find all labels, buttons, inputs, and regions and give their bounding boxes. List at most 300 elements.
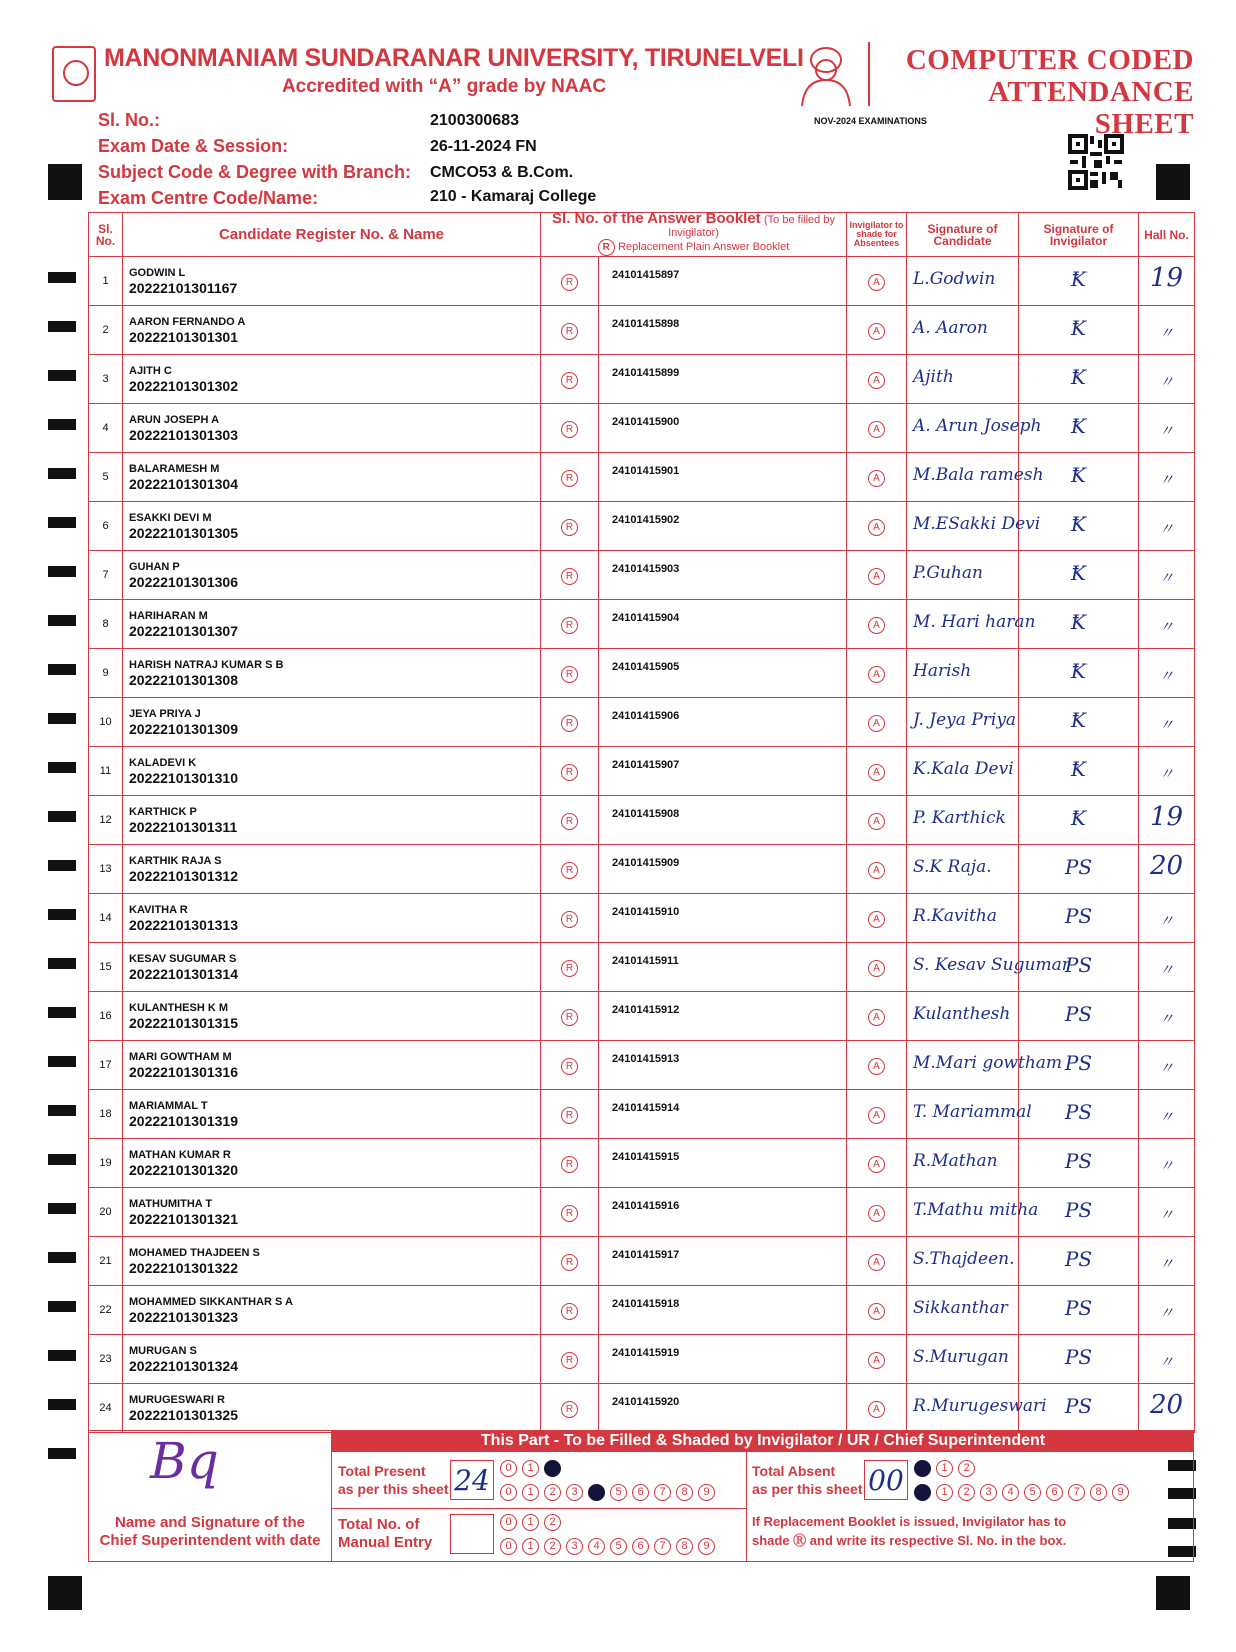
candidate-register-no: 20222101301311	[129, 819, 238, 835]
row-booklet	[599, 1188, 847, 1237]
row-hall	[1139, 1188, 1195, 1237]
row-sl: 7	[89, 551, 123, 600]
row-absent	[847, 1384, 907, 1433]
booklet-number: 24101415911	[612, 955, 679, 967]
replacement-bubble[interactable]: R	[561, 470, 578, 487]
row-candidate	[123, 453, 541, 502]
total-present-box[interactable]: 24	[450, 1460, 494, 1500]
row-sl: 4	[89, 404, 123, 453]
hall-number: 〃	[1158, 618, 1174, 636]
digit-bubble[interactable]: 3	[980, 1484, 997, 1501]
absent-bubble[interactable]: A	[868, 1254, 885, 1271]
candidate-name: MURUGESWARI R	[129, 1394, 225, 1406]
timing-mark	[48, 272, 76, 283]
invigilator-signature: Ꝁ	[1071, 659, 1086, 683]
hall-number: 20	[1149, 851, 1184, 881]
candidate-register-no: 20222101301314	[129, 966, 239, 982]
replacement-bubble[interactable]: R	[561, 421, 578, 438]
replacement-bubble[interactable]: R	[561, 568, 578, 585]
candidate-name: HARISH NATRAJ KUMAR S B	[129, 659, 284, 671]
booklet-number: 24101415897	[612, 269, 680, 281]
invigilator-signature: Ꝁ	[1071, 806, 1086, 830]
total-present-tens-bubbles	[500, 1460, 561, 1477]
row-absent	[847, 992, 907, 1041]
booklet-number: 24101415900	[612, 416, 680, 428]
candidate-name: BALARAMESH M	[129, 463, 220, 475]
row-sl: 14	[89, 894, 123, 943]
table-row	[89, 992, 1195, 1041]
candidate-name: KULANTHESH K M	[129, 1002, 228, 1014]
digit-bubble[interactable]: 6	[632, 1538, 649, 1555]
digit-bubble[interactable]: 4	[588, 1538, 605, 1555]
digit-bubble[interactable]: 4	[1002, 1484, 1019, 1501]
candidate-register-no: 20222101301167	[129, 280, 238, 296]
centre-label: Exam Centre Code/Name:	[98, 188, 319, 208]
candidate-name: MOHAMMED SIKKANTHAR S A	[129, 1296, 293, 1308]
digit-bubble[interactable]: 3	[566, 1538, 583, 1555]
booklet-number: 24101415910	[612, 906, 680, 918]
absent-bubble[interactable]: A	[868, 617, 885, 634]
total-absent-units-bubbles	[914, 1484, 1129, 1501]
total-absent-label	[752, 1462, 863, 1498]
footer-divider	[332, 1508, 746, 1509]
hall-number: 〃	[1158, 471, 1174, 489]
replacement-bubble[interactable]: R	[561, 813, 578, 830]
candidate-name: MATHUMITHA T	[129, 1198, 213, 1210]
row-booklet	[599, 894, 847, 943]
header-divider	[868, 42, 870, 106]
total-present-units-bubbles	[500, 1484, 715, 1501]
candidate-name: MATHAN KUMAR R	[129, 1149, 231, 1161]
absent-bubble[interactable]: A	[868, 1107, 885, 1124]
row-absent	[847, 600, 907, 649]
row-invigilator-signature	[1019, 992, 1139, 1041]
replacement-bubble-icon: R	[598, 239, 615, 256]
row-replacement	[541, 306, 599, 355]
absent-bubble[interactable]: A	[868, 1352, 885, 1369]
booklet-number: 24101415919	[612, 1347, 680, 1359]
replacement-bubble[interactable]: R	[561, 1058, 578, 1075]
digit-bubble[interactable]: 1	[522, 1484, 539, 1501]
absent-bubble[interactable]: A	[868, 1009, 885, 1026]
row-candidate-signature	[907, 992, 1019, 1041]
row-replacement	[541, 992, 599, 1041]
candidate-signature: R.Mathan	[913, 1151, 998, 1171]
replacement-note-line-2: shade Ⓡ and write its respective Sl. No. in the box.	[752, 1533, 1067, 1548]
row-sl: 8	[89, 600, 123, 649]
digit-bubble[interactable]: 5	[1024, 1484, 1041, 1501]
table-row	[89, 1188, 1195, 1237]
digit-bubble[interactable]: 0	[500, 1538, 517, 1555]
row-booklet	[599, 649, 847, 698]
booklet-number: 24101415918	[612, 1298, 680, 1310]
row-replacement	[541, 1335, 599, 1384]
absent-bubble[interactable]: A	[868, 323, 885, 340]
digit-bubble[interactable]: 7	[1068, 1484, 1085, 1501]
manual-entry-label-1: Total No. of	[338, 1516, 420, 1533]
digit-bubble[interactable]: 0	[500, 1484, 517, 1501]
total-absent-box[interactable]: 00	[864, 1460, 908, 1500]
row-hall	[1139, 992, 1195, 1041]
replacement-bubble[interactable]: R	[561, 519, 578, 536]
row-sl: 3	[89, 355, 123, 404]
row-booklet	[599, 502, 847, 551]
total-absent-label-2: as per this sheet	[752, 1481, 863, 1497]
row-invigilator-signature	[1019, 894, 1139, 943]
hall-number: 〃	[1158, 716, 1174, 734]
table-row	[89, 1041, 1195, 1090]
total-absent-tens-bubbles	[914, 1460, 975, 1477]
row-booklet	[599, 698, 847, 747]
table-row	[89, 796, 1195, 845]
col-candidate: Candidate Register No. & Name	[123, 213, 541, 257]
row-candidate	[123, 894, 541, 943]
candidate-register-no: 20222101301320	[129, 1162, 239, 1178]
hall-number: 〃	[1158, 422, 1174, 440]
row-hall	[1139, 306, 1195, 355]
candidate-signature: R.Kavitha	[913, 906, 997, 926]
row-candidate-signature	[907, 1286, 1019, 1335]
replacement-bubble[interactable]: R	[561, 617, 578, 634]
digit-bubble[interactable]: 6	[1046, 1484, 1063, 1501]
registration-mark	[1156, 164, 1190, 200]
row-candidate	[123, 502, 541, 551]
row-absent	[847, 1335, 907, 1384]
booklet-number: 24101415902	[612, 514, 680, 526]
absent-bubble[interactable]: A	[868, 274, 885, 291]
col-inv-sig: Signature of Invigilator	[1019, 213, 1139, 257]
replacement-bubble[interactable]: R	[561, 1303, 578, 1320]
row-absent	[847, 943, 907, 992]
absent-bubble[interactable]: A	[868, 960, 885, 977]
hall-number: 〃	[1158, 1108, 1174, 1126]
invigilator-signature: PS	[1064, 1149, 1093, 1173]
absent-bubble[interactable]: A	[868, 715, 885, 732]
booklet-number: 24101415901	[612, 465, 680, 477]
row-replacement	[541, 796, 599, 845]
digit-bubble[interactable]: 7	[654, 1484, 671, 1501]
candidate-register-no: 20222101301305	[129, 525, 239, 541]
candidate-signature: L.Godwin	[913, 269, 996, 289]
digit-bubble[interactable]: 3	[566, 1484, 583, 1501]
candidate-name: KARTHIK RAJA S	[129, 855, 222, 867]
manual-entry-units-bubbles	[500, 1538, 715, 1555]
cs-label-line-1: Name and Signature of the	[114, 1514, 306, 1531]
replacement-bubble[interactable]: R	[561, 666, 578, 683]
row-booklet	[599, 551, 847, 600]
digit-bubble[interactable]: 0	[500, 1460, 517, 1477]
digit-bubble[interactable]: 1	[936, 1484, 953, 1501]
digit-bubble[interactable]: 4	[588, 1484, 605, 1501]
row-hall	[1139, 845, 1195, 894]
row-sl: 22	[89, 1286, 123, 1335]
row-booklet	[599, 1041, 847, 1090]
replacement-bubble[interactable]: R	[561, 1254, 578, 1271]
row-candidate	[123, 649, 541, 698]
row-replacement	[541, 943, 599, 992]
centre-value: 210 - Kamaraj College	[430, 188, 597, 205]
invigilator-signature: Ꝁ	[1071, 267, 1086, 291]
digit-bubble[interactable]: 9	[1112, 1484, 1129, 1501]
hall-number: 〃	[1158, 1206, 1174, 1224]
row-candidate	[123, 257, 541, 306]
digit-bubble[interactable]: 0	[914, 1484, 931, 1501]
candidate-register-no: 20222101301310	[129, 770, 239, 786]
absent-bubble[interactable]: A	[868, 372, 885, 389]
row-hall	[1139, 404, 1195, 453]
candidate-name: ARUN JOSEPH A	[129, 414, 220, 426]
row-invigilator-signature	[1019, 1090, 1139, 1139]
absent-bubble[interactable]: A	[868, 1303, 885, 1320]
manual-entry-box[interactable]	[450, 1514, 494, 1554]
timing-mark	[48, 419, 76, 430]
candidate-register-no: 20222101301308	[129, 672, 239, 688]
row-absent	[847, 1139, 907, 1188]
row-sl: 13	[89, 845, 123, 894]
col-cand-sig: Signature of Candidate	[907, 213, 1019, 257]
candidate-register-no: 20222101301316	[129, 1064, 239, 1080]
row-candidate-signature	[907, 453, 1044, 502]
table-row	[89, 502, 1195, 551]
digit-bubble[interactable]: 0	[500, 1514, 517, 1531]
hall-number: 〃	[1158, 1010, 1174, 1028]
row-candidate-signature	[907, 600, 1036, 649]
digit-bubble[interactable]: 2	[544, 1514, 561, 1531]
row-absent	[847, 404, 907, 453]
candidate-name: MURUGAN S	[129, 1345, 197, 1357]
booklet-number: 24101415912	[612, 1004, 680, 1016]
replacement-bubble[interactable]: R	[561, 862, 578, 879]
table-row	[89, 600, 1195, 649]
total-present-label-2: as per this sheet	[338, 1481, 449, 1497]
row-candidate-signature	[907, 355, 1019, 404]
row-candidate-signature	[907, 943, 1070, 992]
digit-bubble[interactable]: 2	[958, 1484, 975, 1501]
digit-bubble[interactable]: 5	[610, 1484, 627, 1501]
digit-bubble[interactable]: 2	[544, 1484, 561, 1501]
absent-bubble[interactable]: A	[868, 666, 885, 683]
absent-bubble[interactable]: A	[868, 1058, 885, 1075]
booklet-number: 24101415913	[612, 1053, 680, 1065]
row-replacement	[541, 600, 599, 649]
digit-bubble[interactable]: 1	[522, 1514, 539, 1531]
row-candidate	[123, 943, 541, 992]
absent-bubble[interactable]: A	[868, 568, 885, 585]
booklet-number: 24101415908	[612, 808, 680, 820]
absent-bubble[interactable]: A	[868, 911, 885, 928]
replacement-bubble[interactable]: R	[561, 1009, 578, 1026]
candidate-register-no: 20222101301323	[129, 1309, 239, 1325]
invigilator-signature: Ꝁ	[1071, 414, 1086, 438]
invigilator-signature: PS	[1064, 1002, 1093, 1026]
timing-mark	[48, 321, 76, 332]
row-sl: 5	[89, 453, 123, 502]
digit-bubble[interactable]: 2	[544, 1538, 561, 1555]
row-replacement	[541, 1041, 599, 1090]
table-row	[89, 1286, 1195, 1335]
row-booklet	[599, 1237, 847, 1286]
table-row	[89, 306, 1195, 355]
digit-bubble[interactable]: 1	[522, 1460, 539, 1477]
digit-bubble[interactable]: 6	[632, 1484, 649, 1501]
row-sl: 21	[89, 1237, 123, 1286]
exam-label: NOV-2024 EXAMINATIONS	[814, 116, 927, 126]
invigilator-signature: Ꝁ	[1071, 757, 1086, 781]
replacement-bubble[interactable]: R	[561, 274, 578, 291]
booklet-number: 24101415914	[612, 1102, 680, 1114]
table-row	[89, 894, 1195, 943]
candidate-signature: A. Arun Joseph	[913, 416, 1042, 436]
digit-bubble[interactable]: 2	[958, 1460, 975, 1477]
table-row	[89, 1139, 1195, 1188]
absent-bubble[interactable]: A	[868, 813, 885, 830]
replacement-bubble[interactable]: R	[561, 1352, 578, 1369]
absent-bubble[interactable]: A	[868, 1156, 885, 1173]
timing-mark	[48, 958, 76, 969]
digit-bubble[interactable]: 7	[654, 1538, 671, 1555]
digit-bubble[interactable]: 1	[522, 1538, 539, 1555]
row-candidate	[123, 992, 541, 1041]
timing-mark	[48, 664, 76, 675]
timing-mark	[48, 1154, 76, 1165]
absent-bubble[interactable]: A	[868, 470, 885, 487]
row-booklet	[599, 747, 847, 796]
row-hall	[1139, 257, 1195, 306]
replacement-bubble[interactable]: R	[561, 372, 578, 389]
replacement-bubble[interactable]: R	[561, 1205, 578, 1222]
timing-mark	[48, 1105, 76, 1116]
invigilator-signature: Ꝁ	[1071, 610, 1086, 634]
booklet-number: 24101415906	[612, 710, 680, 722]
invigilator-signature: PS	[1064, 1394, 1093, 1418]
row-invigilator-signature	[1019, 1237, 1139, 1286]
candidate-signature: M. Hari haran	[913, 612, 1036, 632]
digit-bubble[interactable]: 0	[914, 1460, 931, 1477]
timing-mark	[48, 1203, 76, 1214]
candidate-register-no: 20222101301306	[129, 574, 239, 590]
replacement-bubble[interactable]: R	[561, 323, 578, 340]
absent-bubble[interactable]: A	[868, 1401, 885, 1418]
absent-bubble[interactable]: A	[868, 1205, 885, 1222]
replacement-bubble[interactable]: R	[561, 764, 578, 781]
row-absent	[847, 453, 907, 502]
candidate-register-no: 20222101301324	[129, 1358, 239, 1374]
replacement-bubble[interactable]: R	[561, 1107, 578, 1124]
digit-bubble[interactable]: 2	[544, 1460, 561, 1477]
row-replacement	[541, 355, 599, 404]
table-row	[89, 649, 1195, 698]
row-candidate-signature	[907, 649, 1019, 698]
replacement-bubble[interactable]: R	[561, 960, 578, 977]
row-booklet	[599, 1286, 847, 1335]
footer-band-title: This Part - To be Filled & Shaded by Invigilator / UR / Chief Superintendent	[332, 1430, 1194, 1452]
absent-bubble[interactable]: A	[868, 764, 885, 781]
row-hall	[1139, 1237, 1195, 1286]
hall-number: 〃	[1158, 765, 1174, 783]
hall-number: 〃	[1158, 373, 1174, 391]
row-absent	[847, 747, 907, 796]
digit-bubble[interactable]: 5	[610, 1538, 627, 1555]
candidate-signature: K.Kala Devi	[913, 759, 1014, 779]
row-invigilator-signature	[1019, 355, 1139, 404]
row-invigilator-signature	[1019, 1286, 1139, 1335]
row-invigilator-signature	[1019, 551, 1139, 600]
row-hall	[1139, 1139, 1195, 1188]
col-booklet-note: (To be filled by Invigilator)	[668, 214, 835, 239]
row-hall	[1139, 1384, 1195, 1433]
col-booklet	[541, 210, 847, 257]
absent-bubble[interactable]: A	[868, 862, 885, 879]
row-booklet	[599, 600, 847, 649]
digit-bubble[interactable]: 8	[1090, 1484, 1107, 1501]
row-hall	[1139, 551, 1195, 600]
absent-bubble[interactable]: A	[868, 421, 885, 438]
row-sl: 1	[89, 257, 123, 306]
invigilator-signature: Ꝁ	[1071, 365, 1086, 389]
digit-bubble[interactable]: 8	[676, 1484, 693, 1501]
row-candidate	[123, 1237, 541, 1286]
table-row	[89, 1237, 1195, 1286]
row-candidate	[123, 747, 541, 796]
row-booklet	[599, 1384, 847, 1433]
candidate-register-no: 20222101301312	[129, 868, 239, 884]
row-hall	[1139, 943, 1195, 992]
row-sl: 20	[89, 1188, 123, 1237]
row-replacement	[541, 257, 599, 306]
footer-divider	[746, 1452, 747, 1562]
invigilator-signature: Ꝁ	[1071, 463, 1086, 487]
candidate-signature: J. Jeya Priya	[913, 710, 1017, 730]
row-absent	[847, 894, 907, 943]
invigilator-signature: PS	[1064, 904, 1093, 928]
row-candidate-signature	[907, 306, 1019, 355]
digit-bubble[interactable]: 9	[698, 1484, 715, 1501]
candidate-name: KAVITHA R	[129, 904, 188, 916]
row-replacement	[541, 1286, 599, 1335]
row-absent	[847, 355, 907, 404]
table-header-row	[89, 213, 1195, 257]
candidate-register-no: 20222101301303	[129, 427, 239, 443]
row-invigilator-signature	[1019, 649, 1139, 698]
manual-entry-label	[338, 1516, 432, 1552]
booklet-number: 24101415905	[612, 661, 680, 673]
row-absent	[847, 1286, 907, 1335]
replacement-bubble[interactable]: R	[561, 911, 578, 928]
absent-bubble[interactable]: A	[868, 519, 885, 536]
candidate-name: AARON FERNANDO A	[129, 316, 246, 328]
row-hall	[1139, 502, 1195, 551]
digit-bubble[interactable]: 8	[676, 1538, 693, 1555]
candidate-name: GODWIN L	[129, 267, 186, 279]
row-sl: 23	[89, 1335, 123, 1384]
replacement-bubble[interactable]: R	[561, 1401, 578, 1418]
replacement-bubble[interactable]: R	[561, 715, 578, 732]
attendance-table	[88, 212, 1195, 1433]
row-invigilator-signature	[1019, 600, 1139, 649]
chief-superintendent-signature: Bq	[150, 1432, 219, 1490]
candidate-signature: S.Thajdeen.	[913, 1249, 1015, 1269]
row-hall	[1139, 600, 1195, 649]
row-candidate	[123, 306, 541, 355]
row-candidate-signature	[907, 1139, 1019, 1188]
row-sl: 9	[89, 649, 123, 698]
hall-number: 〃	[1158, 520, 1174, 538]
replacement-bubble[interactable]: R	[561, 1156, 578, 1173]
digit-bubble[interactable]: 1	[936, 1460, 953, 1477]
row-replacement	[541, 453, 599, 502]
row-hall	[1139, 1041, 1195, 1090]
digit-bubble[interactable]: 9	[698, 1538, 715, 1555]
